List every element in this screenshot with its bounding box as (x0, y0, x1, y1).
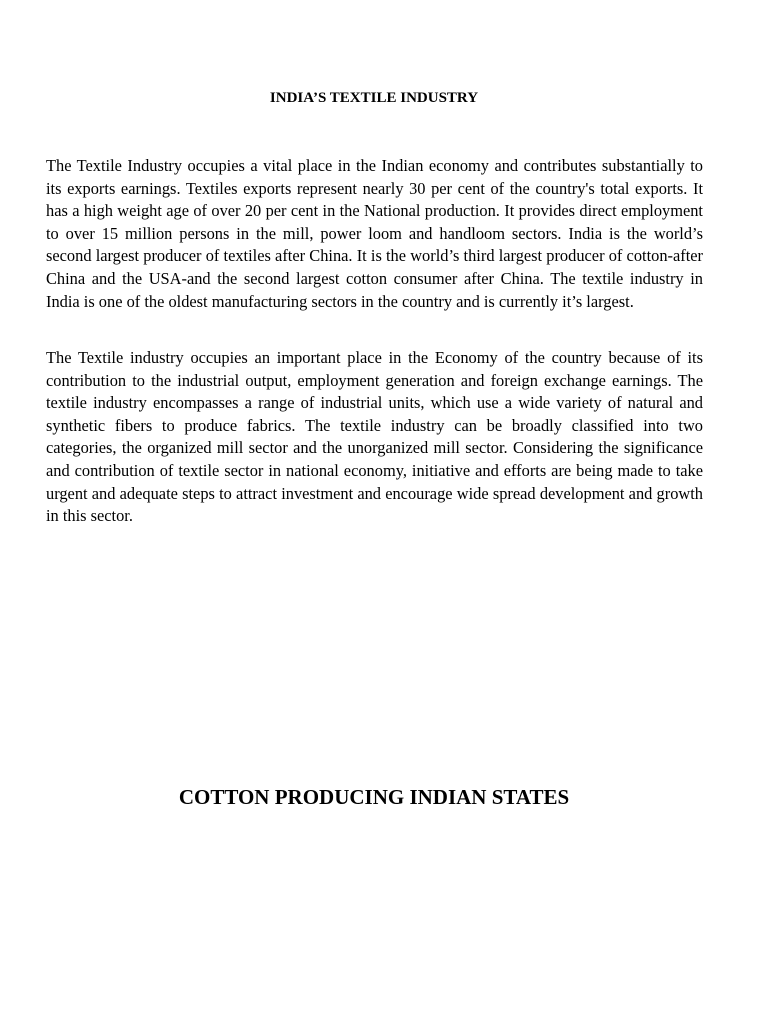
section-heading-cotton-states: COTTON PRODUCING INDIAN STATES (178, 785, 570, 809)
document-title: INDIA’S TEXTILE INDUSTRY (269, 90, 479, 106)
paragraph-textile-economy: The Textile industry occupies an important place in the Economy of the country because of its contribution to the industrial output, employment generation and foreign exchange earnings. The textile industry encompasses a range of industrial units, which use a wide variety of natural and synthetic fibers to produce fabrics. The textile industry can be broadly classified into two categories, the organized mill sector and the unorganized mill sector. Considering the significance and contribution of textile sector in national economy, initiative and efforts are being made to take urgent and adequate steps to attract investment and encourage wide spread development and growth in this sector. (46, 348, 703, 526)
paragraph-textile-overview: The Textile Industry occupies a vital place in the Indian economy and contributes substantially to its exports earnings. Textiles exports represent nearly 30 per cent of the country's total exports. It has a high weight age of over 20 per cent in the National production. It provides direct employment to over 15 million persons in the mill, power loom and handloom sectors. India is the world’s second largest producer of textiles after China. It is the world’s third largest producer of cotton-after China and the USA-and the second largest cotton consumer after China. The textile industry in India is one of the oldest manufacturing sectors in the country and is currently it’s largest. (46, 156, 703, 311)
